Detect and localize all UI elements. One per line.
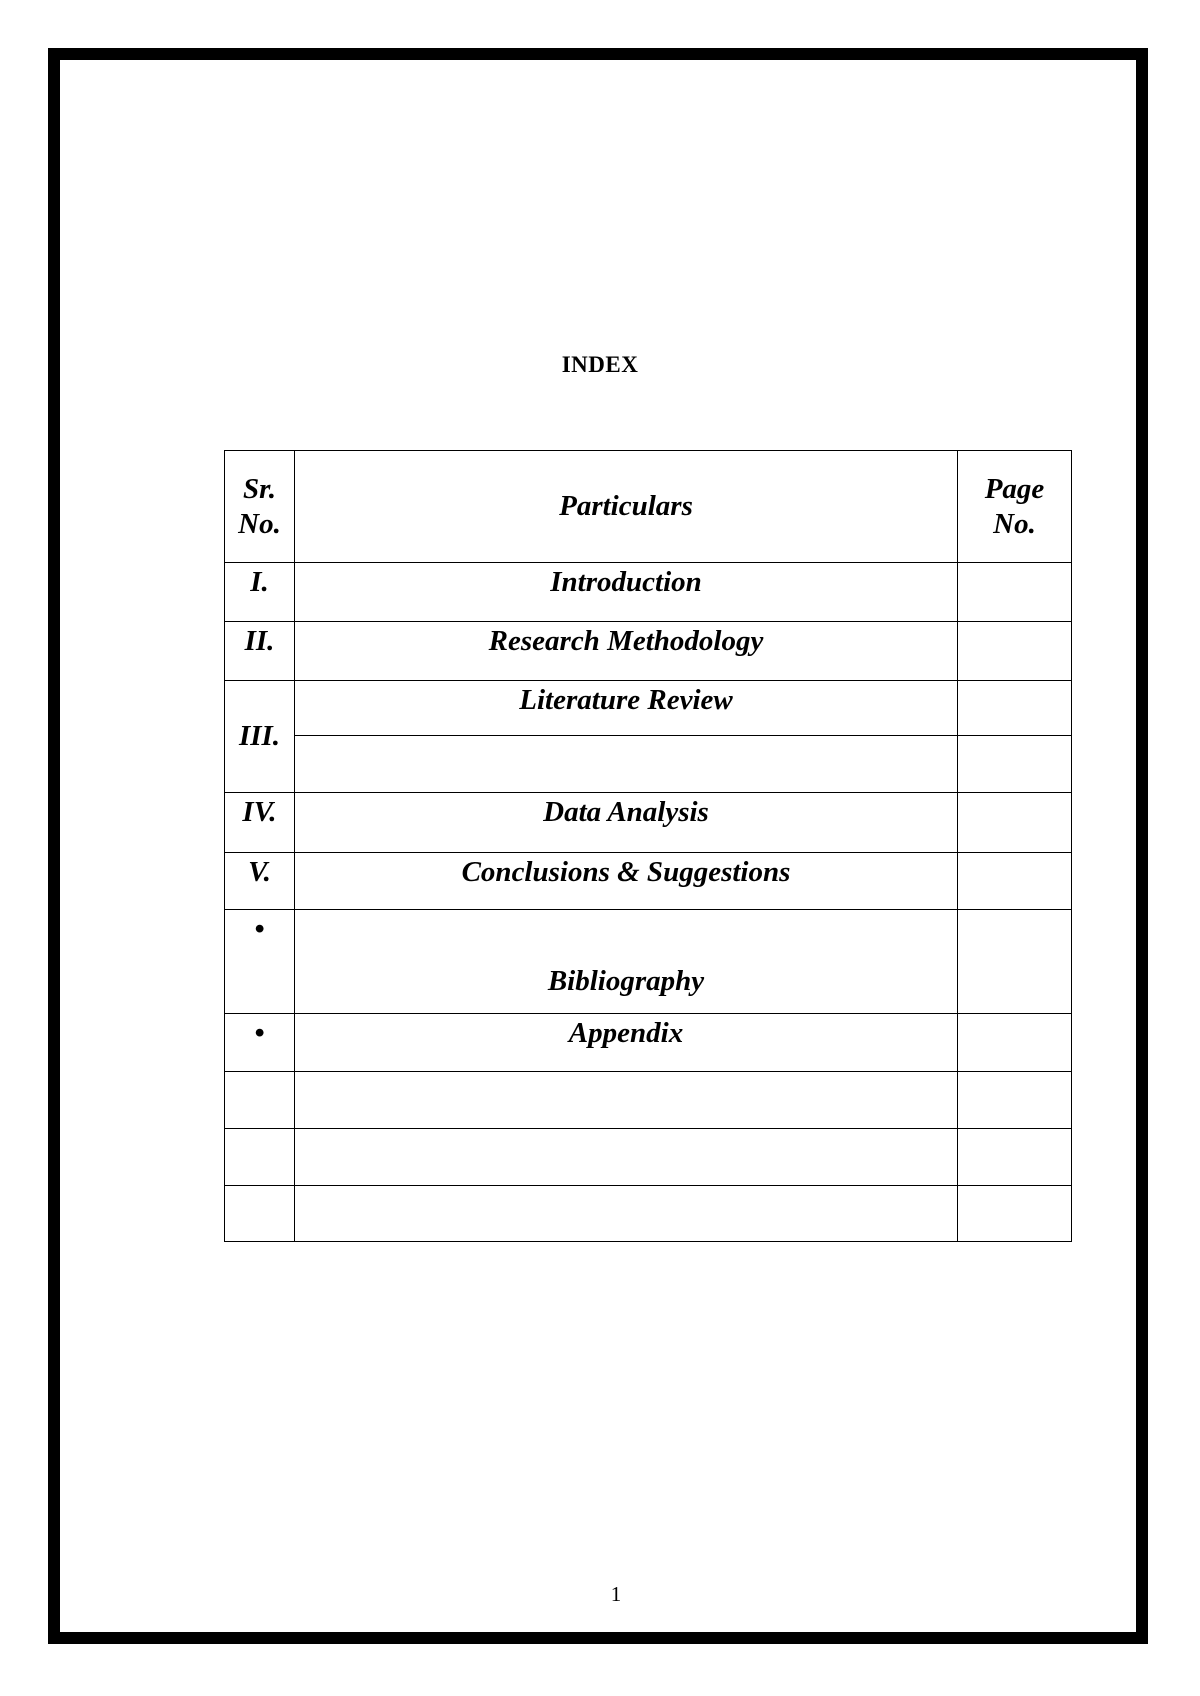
- table-row: [225, 1072, 1072, 1129]
- row-particulars: Literature Review: [295, 681, 958, 736]
- row-sr-no: [225, 1129, 295, 1186]
- table-row: [225, 793, 1072, 853]
- row-particulars: Conclusions & Suggestions: [295, 853, 958, 910]
- table-row: [225, 1129, 1072, 1186]
- page-number: 1: [610, 1582, 622, 1606]
- table-row: [225, 622, 1072, 681]
- row-sr-no: [225, 1186, 295, 1242]
- row-page-no: [958, 853, 1072, 910]
- row-particulars: Data Analysis: [295, 793, 958, 853]
- row-page-no: [958, 1129, 1072, 1186]
- row-bullet: •: [225, 910, 295, 1014]
- row-particulars: Introduction: [295, 563, 958, 622]
- row-particulars: Research Methodology: [295, 622, 958, 681]
- row-page-no: [958, 736, 1072, 793]
- row-particulars: [295, 1129, 958, 1186]
- table-row: [225, 681, 1072, 736]
- table-header-row: [225, 451, 1072, 563]
- row-particulars: [295, 1072, 958, 1129]
- table-row: [225, 1014, 1072, 1072]
- row-sr-no: IV.: [225, 793, 295, 853]
- row-particulars: Bibliography: [295, 910, 958, 1014]
- row-particulars: [295, 736, 958, 793]
- row-particulars: Appendix: [295, 1014, 958, 1072]
- table-row: [225, 1186, 1072, 1242]
- row-page-no: [958, 622, 1072, 681]
- row-page-no: [958, 910, 1072, 1014]
- header-particulars: Particulars: [295, 451, 958, 563]
- row-page-no: [958, 563, 1072, 622]
- row-bullet: •: [225, 1014, 295, 1072]
- row-sr-no: II.: [225, 622, 295, 681]
- index-table: [224, 450, 1072, 1242]
- table-row: [225, 563, 1072, 622]
- header-sr-no: Sr. No.: [225, 451, 295, 563]
- page-title: INDEX: [561, 352, 639, 377]
- row-sr-no: [225, 1072, 295, 1129]
- table-row: [225, 910, 1072, 1014]
- table-row: [225, 736, 1072, 793]
- row-sr-no: III.: [225, 681, 295, 793]
- row-particulars: [295, 1186, 958, 1242]
- table-row: [225, 853, 1072, 910]
- header-page-no: Page No.: [958, 451, 1072, 563]
- row-sr-no: V.: [225, 853, 295, 910]
- row-page-no: [958, 681, 1072, 736]
- row-page-no: [958, 1014, 1072, 1072]
- row-page-no: [958, 793, 1072, 853]
- row-page-no: [958, 1072, 1072, 1129]
- row-page-no: [958, 1186, 1072, 1242]
- row-sr-no: I.: [225, 563, 295, 622]
